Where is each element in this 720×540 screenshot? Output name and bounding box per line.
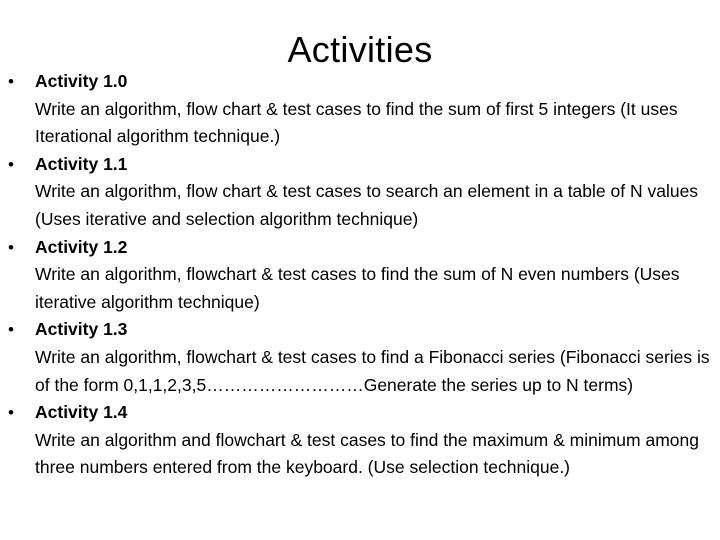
activity-heading: Activity 1.4 (35, 402, 128, 423)
bullet-icon: • (8, 237, 14, 257)
activity-description: Write an algorithm, flow chart & test cases to find the sum of first 5 integers (It uses Iterational algorithm technique.) (35, 98, 678, 147)
activity-list (0, 68, 716, 482)
activity-description: Write an algorithm and flowchart & test cases to find the maximum & minimum among three numbers entered from the keyboard. (Use selection technique.) (35, 429, 699, 478)
bullet-icon: • (8, 403, 14, 423)
activity-heading: Activity 1.1 (35, 153, 128, 174)
activity-item (0, 151, 716, 234)
slide-title: Activities (287, 29, 433, 70)
activity-description: Write an algorithm, flowchart & test cases to find the sum of N even numbers (Uses iterative algorithm technique) (35, 264, 680, 312)
bullet-icon: • (8, 154, 14, 174)
bullet-icon: • (8, 72, 14, 91)
activity-heading: Activity 1.0 (35, 71, 128, 91)
activity-description: Write an algorithm, flowchart & test cases to find a Fibonacci series (Fibonacci series is of the form 0,1,1,2,3,5………………………Generate the series up to N terms) (35, 346, 710, 395)
activity-item (0, 399, 716, 482)
activity-item (0, 234, 716, 317)
activity-item (0, 68, 716, 151)
activity-description: Write an algorithm, flow chart & test cases to search an element in a table of N values (Uses iterative and selection algorithm technique) (35, 181, 699, 229)
activity-heading: Activity 1.2 (35, 236, 128, 257)
activity-item (0, 316, 716, 399)
bullet-icon: • (8, 320, 14, 340)
activity-heading: Activity 1.3 (35, 319, 128, 340)
